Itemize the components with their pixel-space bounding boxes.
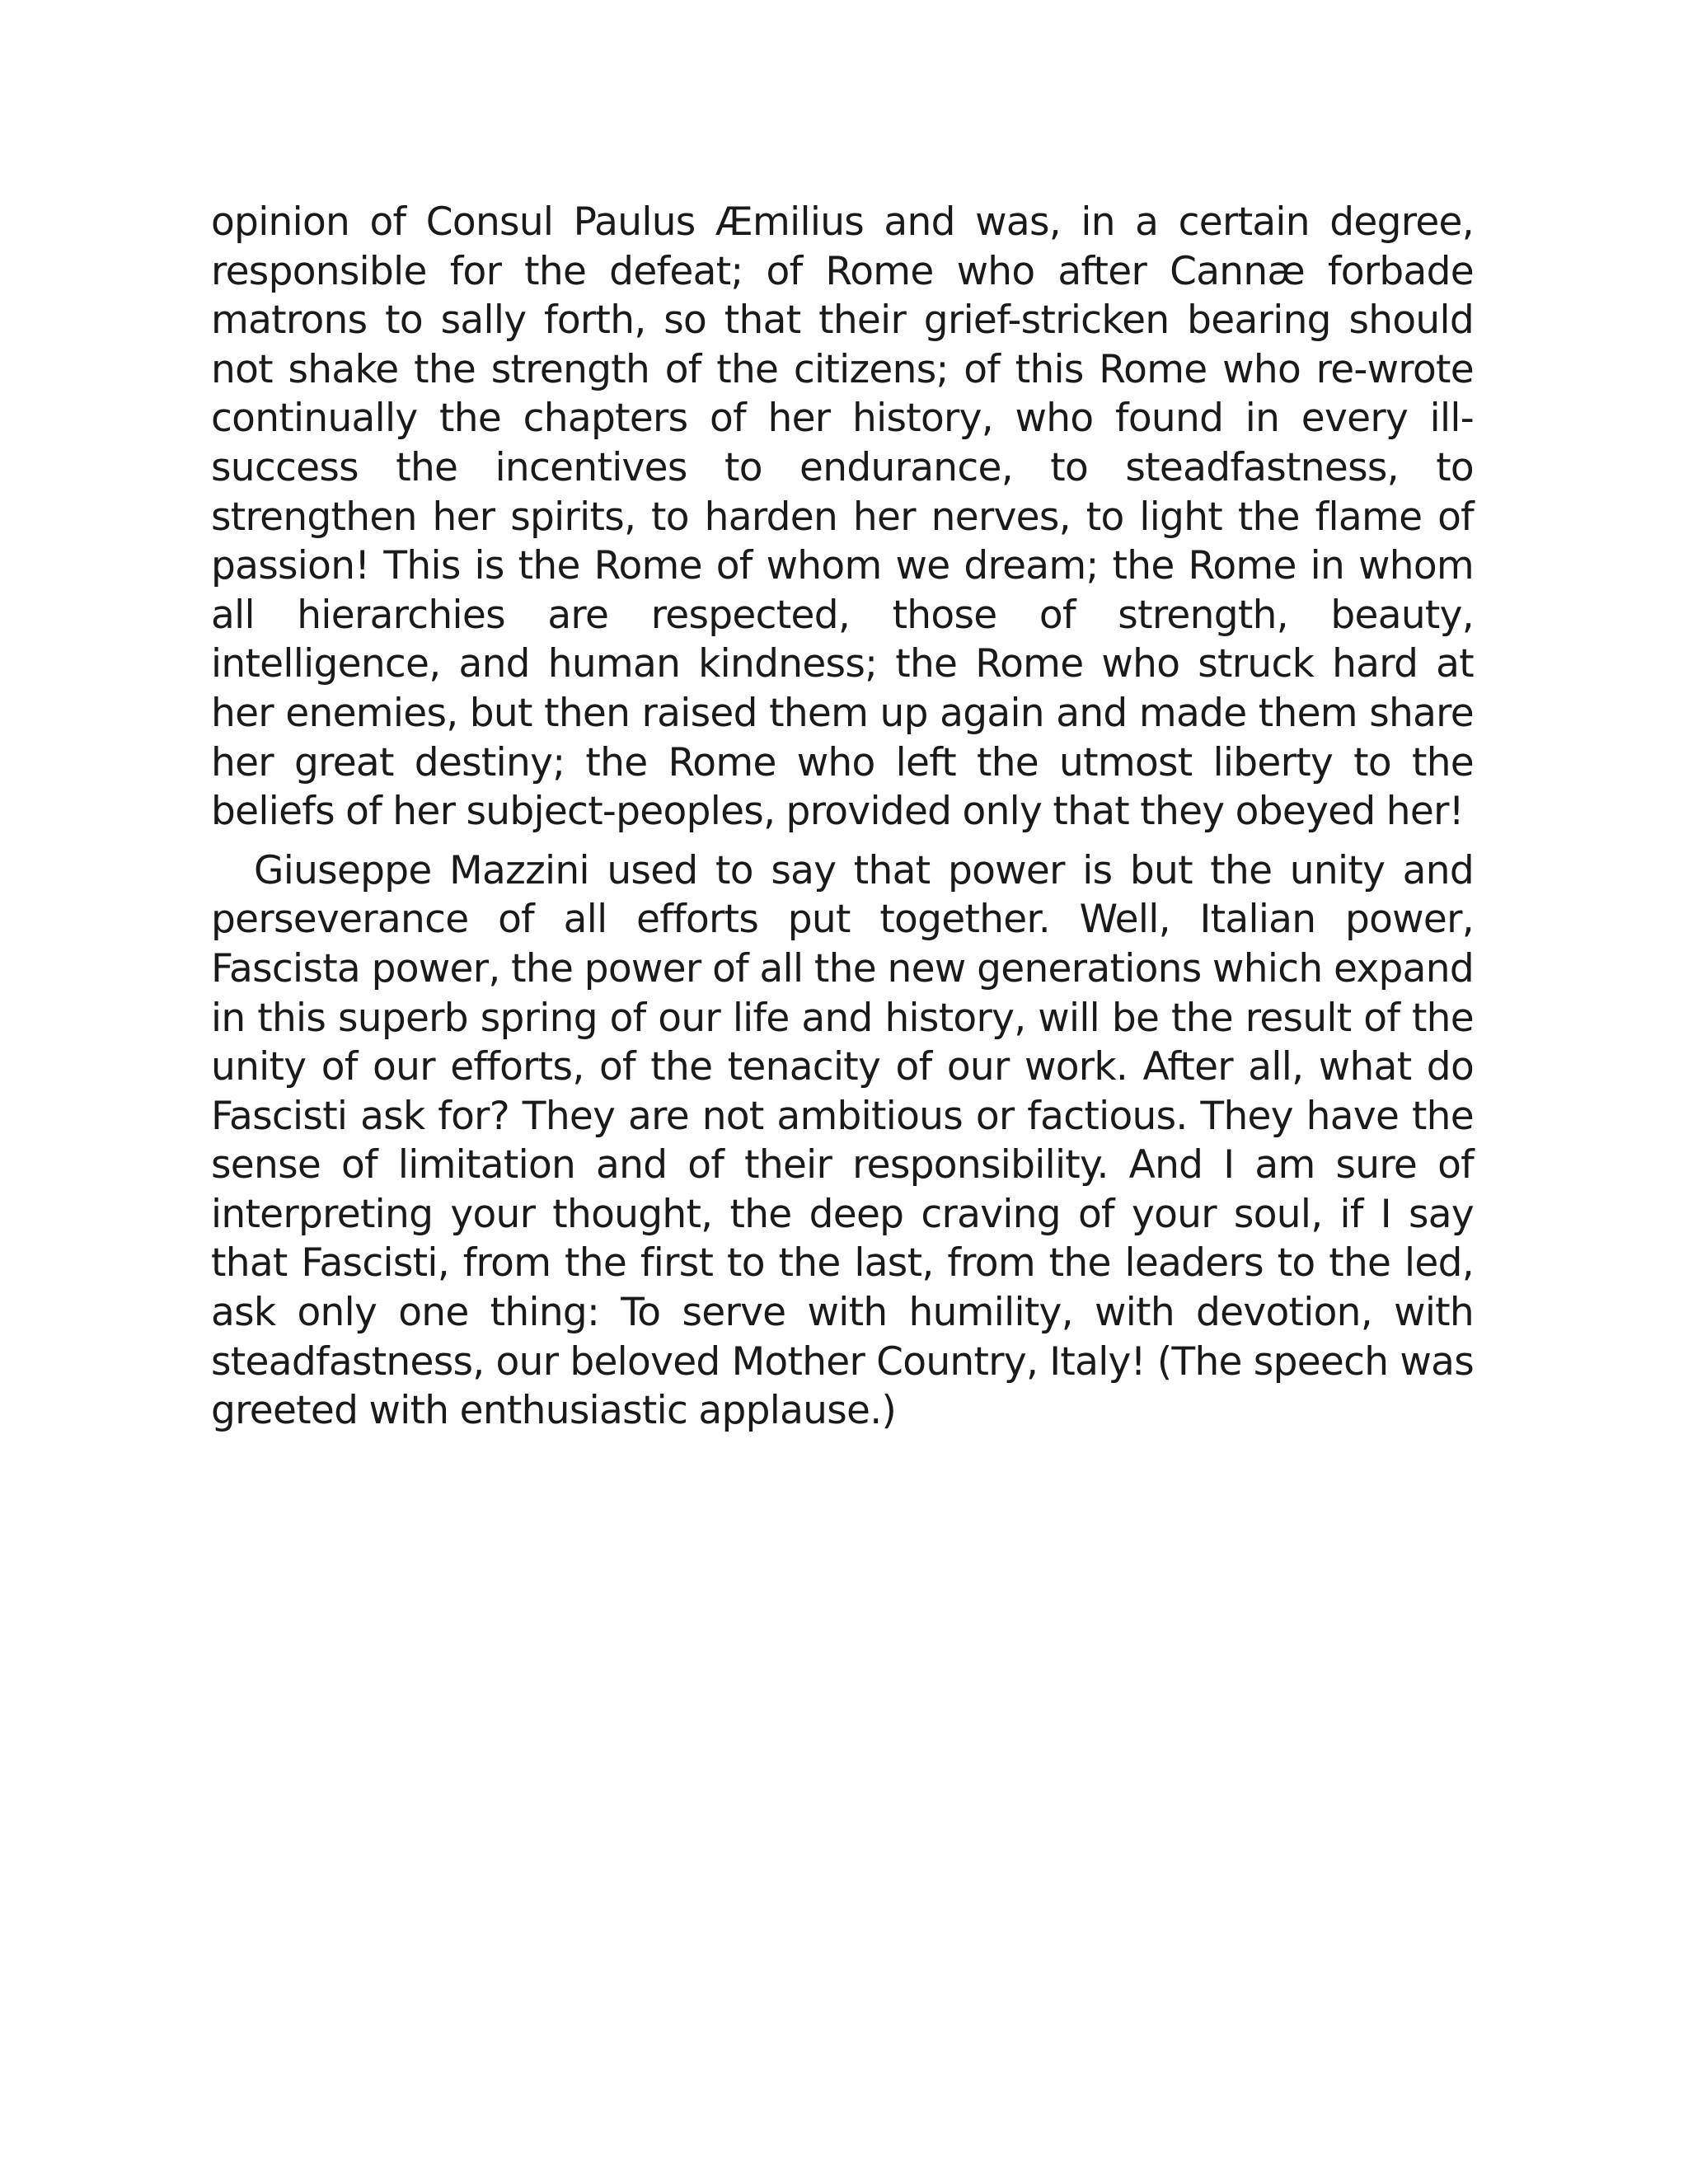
- paragraph-continuation: opinion of Consul Paulus Æmilius and was, in a certain degree, responsible for the defeat; of Rome who after Cannæ forbade matrons to sally forth, so that their grief-stricken bearing should not shake the strength of the citizens; of this Rome who re-wrote continually the chapters of her history, who found in every ill-success the incentives to endurance, to steadfastness, to strengthen her spirits, to harden her nerves, to light the flame of passion! This is the Rome of whom we dream; the Rome in whom all hierarchies are respected, those of strength, beauty, intelligence, and human kindness; the Rome who struck hard at her enemies, but then raised them up again and made them share her great destiny; the Rome who left the utmost liberty to the beliefs of her subject-peoples, provided only that they obeyed her!: [211, 199, 1474, 835]
- paragraph-mazzini: Giuseppe Mazzini used to say that power is but the unity and perseverance of all efforts put together. Well, Italian power, Fascista power, the power of all the new generations which expand in this superb spring of our life and history, will be the result of the unity of our efforts, of the tenacity of our work. After all, what do Fascisti ask for? They are not ambitious or factious. They have the sense of limitation and of their responsibility. And I am sure of interpreting your thought, the deep craving of your soul, if I say that Fascisti, from the first to the last, from the leaders to the led, ask only one thing: To serve with humility, with devotion, with steadfastness, our beloved Mother Country, Italy! (The speech was greeted with enthusiastic applause.): [211, 847, 1474, 1434]
- body-text: [211, 198, 1474, 1436]
